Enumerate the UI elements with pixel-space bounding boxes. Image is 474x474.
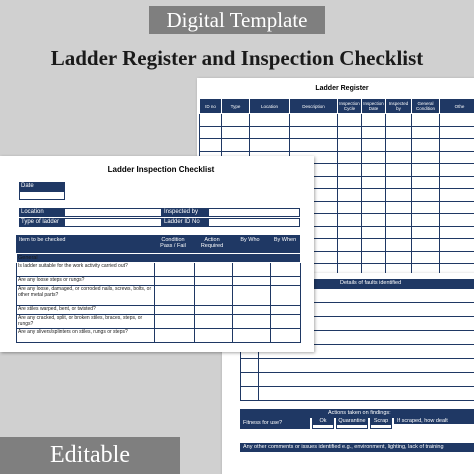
action-required-header: Action Required: [200, 237, 224, 249]
main-title: Ladder Register and Inspection Checklist: [50, 46, 424, 70]
by-who-cell[interactable]: [233, 286, 271, 306]
faults-details-label: Details of faults identified: [340, 280, 402, 286]
col-general-condition: General Condition: [412, 99, 440, 114]
if-scraped-label: If scraped, how dealt: [394, 418, 474, 424]
item-to-check-header: Item to be checked: [19, 237, 66, 243]
by-who-cell[interactable]: [233, 306, 271, 315]
condition-cell[interactable]: [155, 263, 195, 277]
register-title: Ladder Register: [315, 85, 369, 92]
action-cell[interactable]: [195, 306, 233, 315]
col-inspection-cycle: Inspection Cycle: [338, 99, 362, 114]
type-of-ladder-field[interactable]: [64, 218, 162, 227]
scrap-label: Scrap: [370, 418, 392, 424]
checklist-item: Is ladder suitable for the work activity carried out?: [17, 263, 155, 277]
scrap-checkbox[interactable]: [370, 424, 392, 429]
date-field[interactable]: [19, 191, 65, 200]
col-type: Type: [222, 99, 250, 114]
checklist-header-row: [16, 235, 300, 253]
col-description: Description: [290, 99, 338, 114]
quarantine-checkbox[interactable]: [336, 424, 368, 429]
digital-template-banner: Digital Template: [149, 6, 325, 34]
location-label: Location: [19, 208, 64, 217]
checklist-item: Are any slivers/splinters on stiles, rungs or steps?: [17, 329, 155, 343]
table-row: [17, 329, 301, 343]
ladder-id-field[interactable]: [208, 218, 300, 227]
action-cell[interactable]: [195, 263, 233, 277]
condition-cell[interactable]: [155, 277, 195, 286]
by-when-cell[interactable]: [271, 315, 301, 329]
by-when-cell[interactable]: [271, 263, 301, 277]
comments-label: Any other comments or issues identified e.g., environment, lighting, lack of training: [240, 443, 474, 452]
checklist-item: Are any loose, damaged, or corroded nails, screws, bolts, or other metal parts?: [17, 286, 155, 306]
checklist-title: Ladder Inspection Checklist: [107, 165, 215, 174]
ok-checkbox[interactable]: [312, 424, 334, 429]
by-who-cell[interactable]: [233, 329, 271, 343]
by-who-cell[interactable]: [233, 277, 271, 286]
col-other: Othe: [440, 99, 474, 114]
inspected-by-field[interactable]: [208, 208, 300, 217]
checklist-item: Are any loose steps or rungs?: [17, 277, 155, 286]
condition-cell[interactable]: [155, 315, 195, 329]
condition-header: Condition Pass / Fail: [160, 237, 186, 249]
fitness-row: [240, 418, 474, 429]
ok-label: Ok: [312, 418, 334, 424]
by-when-cell[interactable]: [271, 286, 301, 306]
col-location: Location: [250, 99, 290, 114]
table-row: [17, 263, 301, 277]
by-who-header: By Who: [240, 237, 260, 243]
inspected-by-label: Inspected by: [162, 208, 208, 217]
quarantine-label: Quarantine: [336, 418, 368, 424]
date-label: Date: [19, 182, 65, 191]
table-row: [17, 306, 301, 315]
col-id-no: ID no: [200, 99, 222, 114]
condition-cell[interactable]: [155, 286, 195, 306]
type-of-ladder-label: Type of ladder: [19, 218, 64, 227]
editable-label: Editable: [0, 437, 180, 474]
col-inspection-date: Inspection Date: [362, 99, 386, 114]
by-when-header: By When: [273, 237, 297, 243]
action-cell[interactable]: [195, 329, 233, 343]
by-when-cell[interactable]: [271, 306, 301, 315]
by-when-cell[interactable]: [271, 277, 301, 286]
by-who-cell[interactable]: [233, 315, 271, 329]
by-who-cell[interactable]: [233, 263, 271, 277]
ladder-id-label: Ladder ID No: [162, 218, 208, 227]
checklist-table: [16, 253, 301, 343]
action-cell[interactable]: [195, 286, 233, 306]
table-row: [17, 277, 301, 286]
fitness-label: Fitness for use?: [240, 418, 310, 429]
table-row: [17, 286, 301, 306]
table-row: [17, 315, 301, 329]
inspection-checklist-page: [0, 156, 314, 352]
checklist-item: Are stiles warped, bent, or twisted?: [17, 306, 155, 315]
action-cell[interactable]: [195, 277, 233, 286]
section-general: General: [17, 254, 301, 263]
condition-cell[interactable]: [155, 306, 195, 315]
action-cell[interactable]: [195, 315, 233, 329]
by-when-cell[interactable]: [271, 329, 301, 343]
location-field[interactable]: [64, 208, 162, 217]
condition-cell[interactable]: [155, 329, 195, 343]
checklist-item: Are any cracked, split, or broken stiles, braces, steps, or rungs?: [17, 315, 155, 329]
col-inspected-by: Inspected by: [386, 99, 412, 114]
actions-header: Actions taken on findings:: [240, 409, 474, 418]
